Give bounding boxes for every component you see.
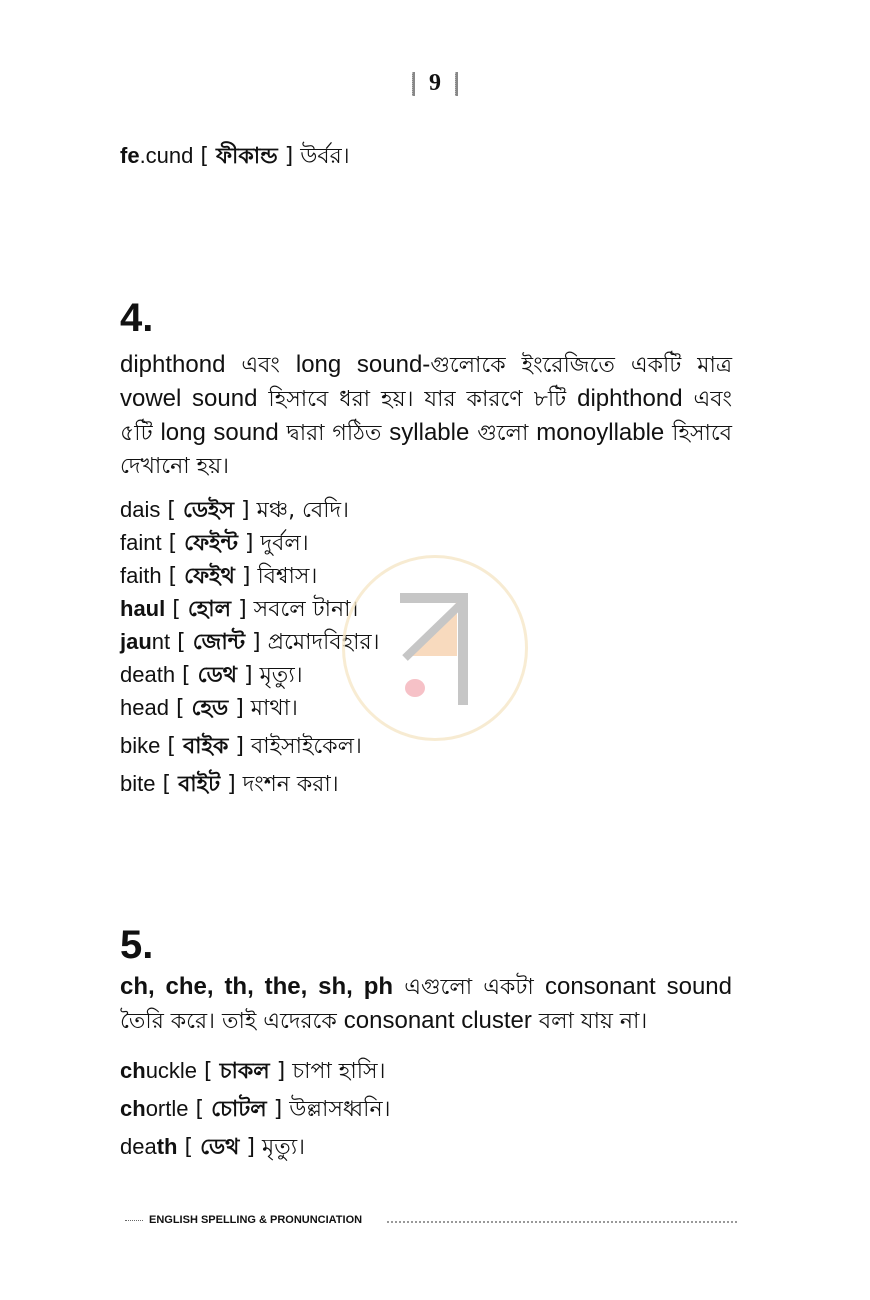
- entry-fecund: fe.cund [ ফীকান্ড ] উর্বর।: [120, 143, 350, 169]
- page-number: 9: [0, 70, 870, 97]
- list-item: chortle [ চোটল ] উল্লাসধ্বনি।: [120, 1096, 391, 1122]
- footer: [125, 1214, 737, 1230]
- list-item: haul [ হোল ] সবলে টানা।: [120, 596, 359, 622]
- list-item: faith [ ফেইথ ] বিশ্বাস।: [120, 563, 318, 589]
- section-5-heading: 5.: [120, 923, 154, 967]
- list-item: bite [ বাইট ] দংশন করা।: [120, 771, 339, 797]
- list-item: jaunt [ জোন্ট ] প্রমোদবিহার।: [120, 629, 380, 655]
- section-5-paragraph: ch, che, th, the, sh, ph এগুলো একটা consonant sound তৈরি করে। তাই এদেরকে consonant cluster বলা যায় না।: [120, 973, 732, 1034]
- list-item: dais [ ডেইস ] মঞ্চ, বেদি।: [120, 497, 349, 523]
- list-item: head [ হেড ] মাথা।: [120, 695, 298, 721]
- footer-right-rule: [387, 1221, 737, 1223]
- bengali-letter-ra-logo-icon: [342, 555, 528, 741]
- list-item: death [ ডেথ ] মৃত্যু।: [120, 662, 303, 688]
- footer-left-rule: [125, 1220, 143, 1221]
- left-divider: [412, 72, 415, 96]
- section-4-heading: 4.: [120, 296, 154, 340]
- list-item: bike [ বাইক ] বাইসাইকেল।: [120, 733, 362, 759]
- right-divider: [455, 72, 458, 96]
- list-item: faint [ ফেইন্ট ] দুর্বল।: [120, 530, 309, 556]
- list-item: death [ ডেথ ] মৃত্যু।: [120, 1134, 305, 1160]
- list-item: chuckle [ চাকল ] চাপা হাসি।: [120, 1058, 386, 1084]
- section-4-paragraph: diphthond এবং long sound-গুলোকে ইংরেজিতে একটি মাত্র vowel sound হিসাবে ধরা হয়। যার কারণে ৮টি diphthond এবং ৫টি long sound দ্বারা গঠিত syllable গুলো monoyllable হিসাবে দেখানো হয়।: [120, 351, 733, 479]
- footer-title: ENGLISH SPELLING & PRONUNCIATION: [149, 1214, 363, 1226]
